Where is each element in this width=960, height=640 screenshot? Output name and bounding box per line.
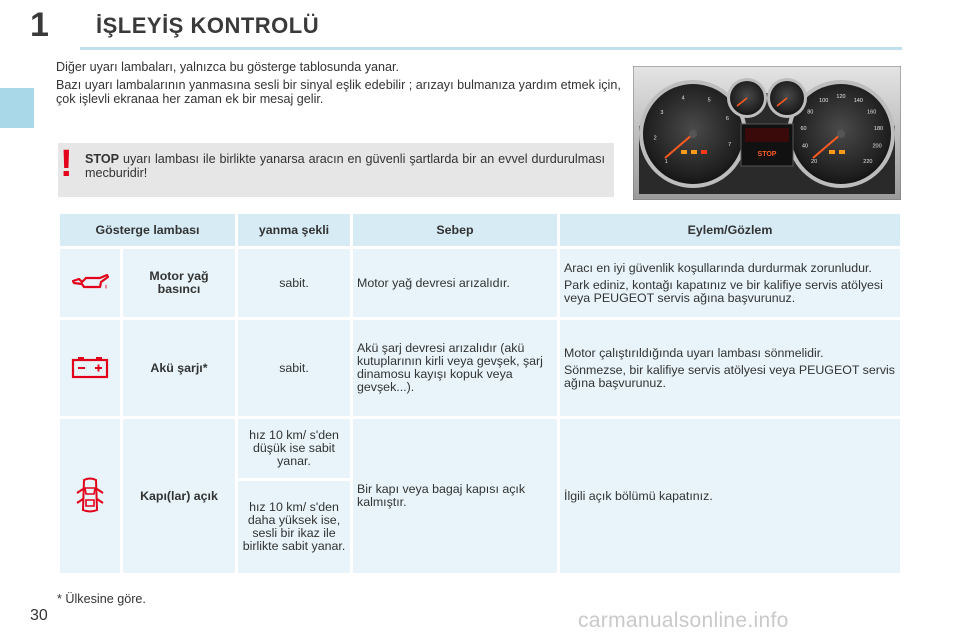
oil-lamp-cell bbox=[60, 249, 120, 317]
oil-lamp-action bbox=[560, 249, 900, 317]
speed-mark-220: 220 bbox=[863, 158, 873, 165]
door-lamp-cell bbox=[60, 419, 120, 573]
col-header-lamp: Gösterge lambası bbox=[60, 214, 235, 246]
table-row-battery bbox=[60, 320, 900, 416]
table-header-row bbox=[60, 214, 900, 246]
battery-lamp-name: Akü şarjı* bbox=[123, 320, 235, 416]
speed-mark-80: 80 bbox=[807, 109, 814, 116]
footnote: * Ülkesine göre. bbox=[57, 592, 146, 606]
intro-paragraph-2: Bazı uyarı lambalarının yanmasına sesli bir sinyal eşlik edebilir ; arızayı bulmanıza yardım etmek için, çok işlevli ekranaa her zaman ek bir mesaj gelir. bbox=[56, 78, 621, 106]
warning-keyword: STOP bbox=[85, 152, 120, 166]
oil-action-line-1: Aracı en iyi güvenlik koşullarında durdurmak zorunludur. bbox=[564, 260, 872, 275]
intro-paragraph-1: Diğer uyarı lambaları, yalnızca bu gösterge tablosunda yanar. bbox=[56, 60, 400, 74]
speed-mark-60: 60 bbox=[800, 126, 807, 133]
battery-action-line-2: Sönmezse, bir kalifiye servis atölyesi veya PEUGEOT servis ağına başvurunuz. bbox=[564, 362, 895, 390]
door-lamp-action: İlgili açık bölümü kapatınız. bbox=[560, 419, 900, 573]
tach-mark-3: 3 bbox=[660, 110, 664, 117]
speed-mark-180: 180 bbox=[873, 126, 884, 133]
watermark: carmanualsonline.info bbox=[578, 609, 789, 632]
col-header-action: Eylem/Gözlem bbox=[560, 214, 900, 246]
warning-lamps-table bbox=[57, 211, 903, 576]
chapter-side-tab bbox=[0, 88, 34, 128]
col-header-cause: Sebep bbox=[353, 214, 557, 246]
oil-lamp-cause: Motor yağ devresi arızalıdır. bbox=[353, 249, 557, 317]
oil-can-icon bbox=[70, 272, 110, 292]
speed-mark-20: 20 bbox=[811, 158, 818, 165]
oil-lamp-mode: sabit. bbox=[238, 249, 350, 317]
tach-mark-5: 5 bbox=[707, 97, 711, 104]
table-row-door-open bbox=[60, 419, 900, 478]
instrument-panel-image bbox=[633, 66, 901, 200]
table-row-oil-pressure bbox=[60, 249, 900, 317]
battery-icon bbox=[71, 355, 109, 379]
speed-mark-160: 160 bbox=[867, 109, 877, 116]
speed-mark-120: 120 bbox=[836, 94, 846, 100]
speed-mark-40: 40 bbox=[801, 143, 808, 150]
open-door-car-icon bbox=[76, 476, 104, 514]
tach-mark-1: 1 bbox=[664, 158, 668, 165]
tach-mark-7: 7 bbox=[728, 141, 732, 148]
battery-lamp-action bbox=[560, 320, 900, 416]
speed-mark-140: 140 bbox=[853, 98, 863, 105]
battery-lamp-mode: sabit. bbox=[238, 320, 350, 416]
warning-text bbox=[85, 152, 605, 180]
oil-lamp-name: Motor yağ basıncı bbox=[123, 249, 235, 317]
intro-text bbox=[56, 60, 621, 110]
door-lamp-name: Kapı(lar) açık bbox=[123, 419, 235, 573]
tach-mark-2: 2 bbox=[653, 135, 657, 142]
speed-mark-200: 200 bbox=[872, 143, 882, 150]
title-rule bbox=[80, 47, 902, 50]
speed-mark-100: 100 bbox=[819, 98, 829, 105]
door-lamp-mode-fast: hız 10 km/ s'den daha yüksek ise, sesli bir ikaz ile birlikte sabit yanar. bbox=[238, 481, 350, 573]
tach-mark-6: 6 bbox=[725, 115, 729, 122]
warning-message: uyarı lambası ile birlikte yanarsa aracın en güvenli şartlarda bir an evvel durdurulması mecburidir! bbox=[85, 152, 605, 180]
battery-action-line-1: Motor çalıştırıldığında uyarı lambası sönmelidir. bbox=[564, 345, 824, 360]
warning-exclamation-icon: ! bbox=[60, 143, 73, 185]
battery-lamp-cell bbox=[60, 320, 120, 416]
tach-mark-4: 4 bbox=[681, 95, 685, 102]
page-title: İŞLEYİŞ KONTROLÜ bbox=[96, 13, 320, 38]
door-lamp-mode-slow: hız 10 km/ s'den düşük ise sabit yanar. bbox=[238, 419, 350, 478]
chapter-number: 1 bbox=[30, 6, 49, 44]
dashboard-stop-lamp: STOP bbox=[757, 151, 777, 158]
battery-lamp-cause: Akü şarj devresi arızalıdır (akü kutuplarının kirli veya gevşek, şarj dinamosu kayışı kopuk veya gevşek...). bbox=[353, 320, 557, 416]
oil-action-line-2: Park ediniz, kontağı kapatınız ve bir kalifiye servis atölyesi veya PEUGEOT servis ağına başvurunuz. bbox=[564, 277, 883, 305]
page-number: 30 bbox=[30, 607, 48, 624]
col-header-mode: yanma şekli bbox=[238, 214, 350, 246]
warning-box bbox=[58, 143, 614, 197]
door-lamp-cause: Bir kapı veya bagaj kapısı açık kalmıştır. bbox=[353, 419, 557, 573]
